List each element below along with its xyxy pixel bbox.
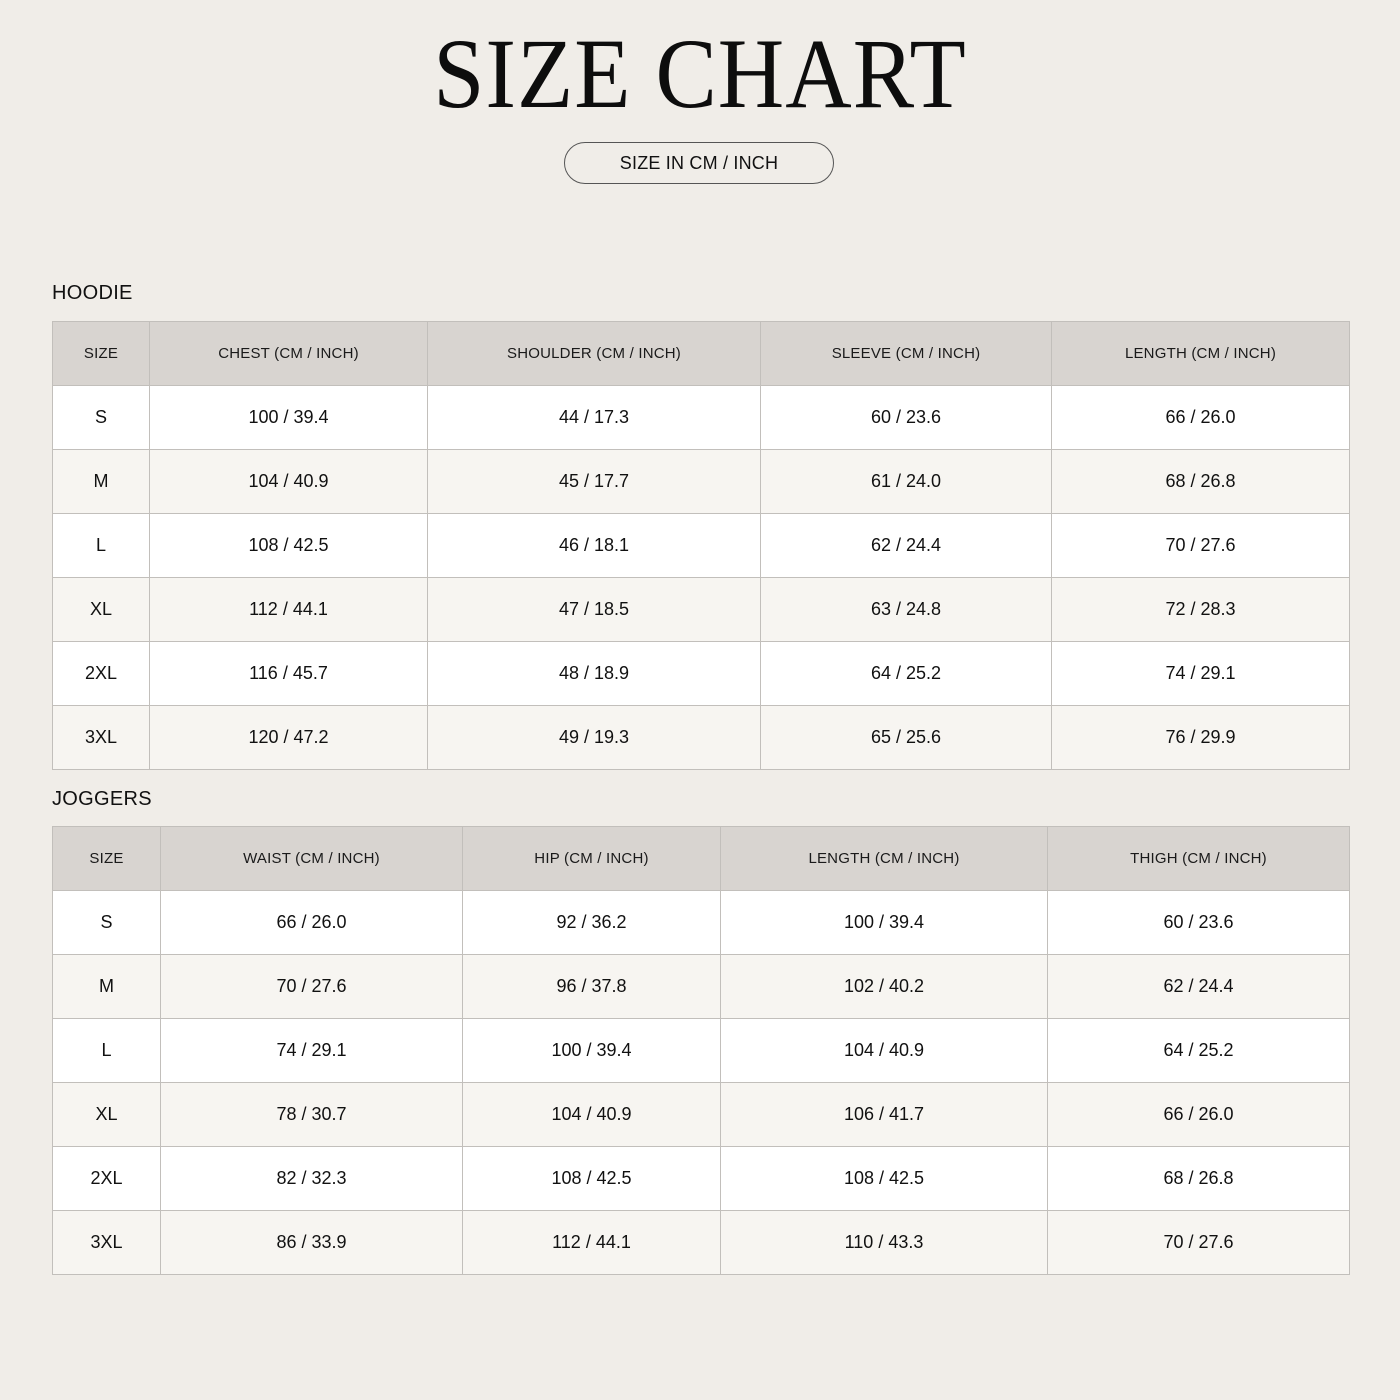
cell-shoulder: 44 / 17.3	[428, 386, 761, 450]
table-row	[53, 1147, 1350, 1211]
joggers-size-table	[52, 826, 1350, 1275]
cell-length: 68 / 26.8	[1052, 450, 1350, 514]
cell-hip: 92 / 36.2	[463, 891, 721, 955]
header-size: SIZE	[53, 827, 161, 891]
joggers-section-title: JOGGERS	[52, 788, 152, 810]
table-row	[53, 386, 1350, 450]
cell-hip: 108 / 42.5	[463, 1147, 721, 1211]
cell-length: 72 / 28.3	[1052, 578, 1350, 642]
table-row	[53, 1083, 1350, 1147]
cell-sleeve: 65 / 25.6	[761, 706, 1052, 770]
cell-size: L	[53, 1019, 161, 1083]
cell-length: 110 / 43.3	[721, 1211, 1048, 1275]
cell-thigh: 62 / 24.4	[1048, 955, 1350, 1019]
cell-size: XL	[53, 578, 150, 642]
cell-shoulder: 46 / 18.1	[428, 514, 761, 578]
table-row	[53, 891, 1350, 955]
cell-chest: 100 / 39.4	[150, 386, 428, 450]
hoodie-section-title: HOODIE	[52, 282, 133, 304]
cell-length: 106 / 41.7	[721, 1083, 1048, 1147]
cell-size: M	[53, 450, 150, 514]
cell-size: 2XL	[53, 1147, 161, 1211]
cell-thigh: 70 / 27.6	[1048, 1211, 1350, 1275]
table-row	[53, 955, 1350, 1019]
cell-length: 100 / 39.4	[721, 891, 1048, 955]
cell-length: 76 / 29.9	[1052, 706, 1350, 770]
cell-sleeve: 60 / 23.6	[761, 386, 1052, 450]
cell-shoulder: 48 / 18.9	[428, 642, 761, 706]
cell-hip: 112 / 44.1	[463, 1211, 721, 1275]
header-shoulder: SHOULDER (CM / INCH)	[428, 322, 761, 386]
cell-waist: 74 / 29.1	[161, 1019, 463, 1083]
cell-hip: 100 / 39.4	[463, 1019, 721, 1083]
cell-shoulder: 45 / 17.7	[428, 450, 761, 514]
table-row	[53, 1019, 1350, 1083]
page-title: SIZE CHART	[433, 18, 967, 129]
cell-waist: 78 / 30.7	[161, 1083, 463, 1147]
cell-chest: 112 / 44.1	[150, 578, 428, 642]
hoodie-size-table	[52, 321, 1350, 770]
unit-label-pill: SIZE IN CM / INCH	[564, 142, 834, 184]
cell-sleeve: 61 / 24.0	[761, 450, 1052, 514]
cell-shoulder: 47 / 18.5	[428, 578, 761, 642]
table-row	[53, 450, 1350, 514]
cell-thigh: 68 / 26.8	[1048, 1147, 1350, 1211]
cell-length: 108 / 42.5	[721, 1147, 1048, 1211]
cell-size: 3XL	[53, 1211, 161, 1275]
cell-size: 2XL	[53, 642, 150, 706]
cell-shoulder: 49 / 19.3	[428, 706, 761, 770]
table-row	[53, 1211, 1350, 1275]
cell-sleeve: 62 / 24.4	[761, 514, 1052, 578]
cell-length: 104 / 40.9	[721, 1019, 1048, 1083]
cell-waist: 86 / 33.9	[161, 1211, 463, 1275]
cell-chest: 104 / 40.9	[150, 450, 428, 514]
cell-chest: 120 / 47.2	[150, 706, 428, 770]
header-sleeve: SLEEVE (CM / INCH)	[761, 322, 1052, 386]
cell-size: M	[53, 955, 161, 1019]
table-header-row	[53, 322, 1350, 386]
cell-sleeve: 64 / 25.2	[761, 642, 1052, 706]
cell-hip: 104 / 40.9	[463, 1083, 721, 1147]
table-row	[53, 578, 1350, 642]
table-header-row	[53, 827, 1350, 891]
cell-length: 102 / 40.2	[721, 955, 1048, 1019]
header-chest: CHEST (CM / INCH)	[150, 322, 428, 386]
table-row	[53, 706, 1350, 770]
header-thigh: THIGH (CM / INCH)	[1048, 827, 1350, 891]
cell-chest: 116 / 45.7	[150, 642, 428, 706]
cell-chest: 108 / 42.5	[150, 514, 428, 578]
table-row	[53, 642, 1350, 706]
cell-thigh: 64 / 25.2	[1048, 1019, 1350, 1083]
header-hip: HIP (CM / INCH)	[463, 827, 721, 891]
header-size: SIZE	[53, 322, 150, 386]
table-row	[53, 514, 1350, 578]
cell-thigh: 66 / 26.0	[1048, 1083, 1350, 1147]
cell-sleeve: 63 / 24.8	[761, 578, 1052, 642]
cell-size: 3XL	[53, 706, 150, 770]
cell-length: 66 / 26.0	[1052, 386, 1350, 450]
cell-waist: 66 / 26.0	[161, 891, 463, 955]
cell-length: 74 / 29.1	[1052, 642, 1350, 706]
header-length: LENGTH (CM / INCH)	[1052, 322, 1350, 386]
cell-thigh: 60 / 23.6	[1048, 891, 1350, 955]
header-length: LENGTH (CM / INCH)	[721, 827, 1048, 891]
cell-size: L	[53, 514, 150, 578]
cell-size: XL	[53, 1083, 161, 1147]
cell-waist: 82 / 32.3	[161, 1147, 463, 1211]
cell-length: 70 / 27.6	[1052, 514, 1350, 578]
cell-size: S	[53, 891, 161, 955]
cell-size: S	[53, 386, 150, 450]
header-waist: WAIST (CM / INCH)	[161, 827, 463, 891]
cell-hip: 96 / 37.8	[463, 955, 721, 1019]
cell-waist: 70 / 27.6	[161, 955, 463, 1019]
